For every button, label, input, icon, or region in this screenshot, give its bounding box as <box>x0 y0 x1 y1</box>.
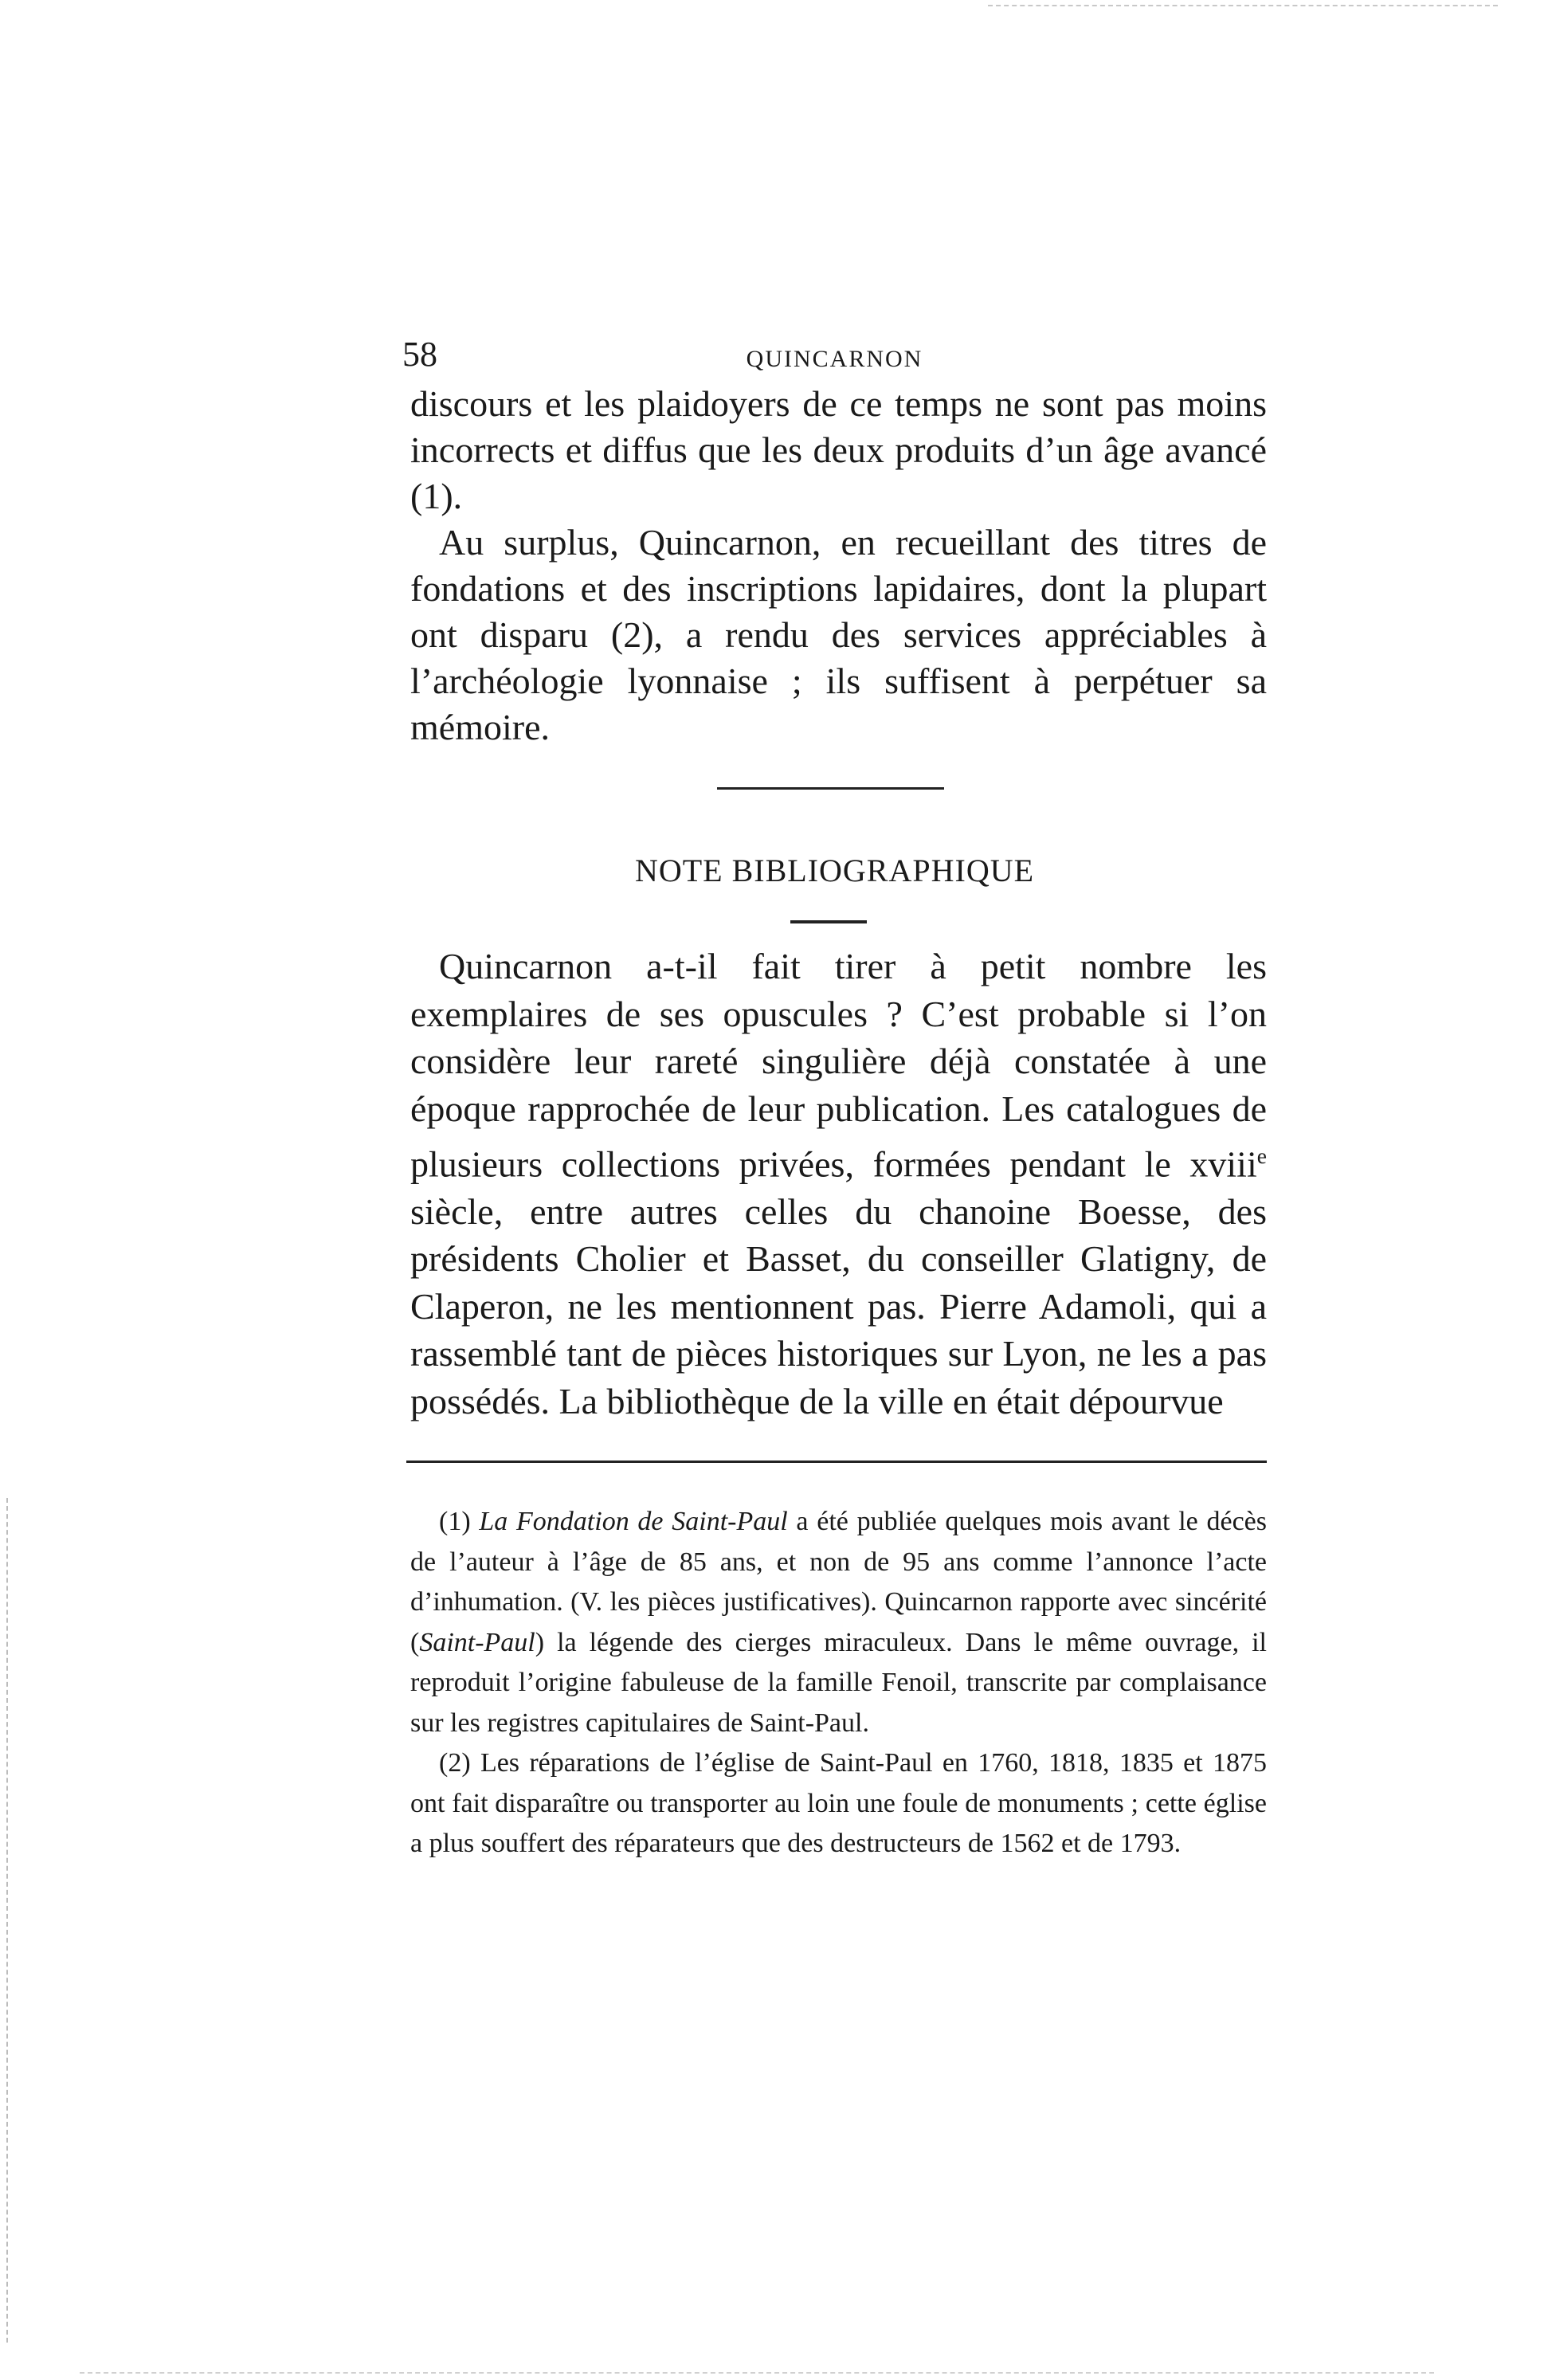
scan-edge-bottom <box>80 2372 1434 2374</box>
page-number: 58 <box>402 335 437 374</box>
footnote-1-marker: (1) <box>439 1507 471 1536</box>
footnote-separator <box>406 1461 1267 1463</box>
paragraph-surplus: Au surplus, Quincarnon, en recueillant des titres de fondations et des inscriptions lapidaires, dont la plupart ont disparu (2), a rendu des services appréciables à l’archéologie lyonnaise ; ils suffisent à perpétuer sa mémoire. <box>410 522 1267 747</box>
paragraph-bibliography <box>410 943 1267 1425</box>
footnote-2: (2) Les réparations de l’église de Saint-Paul en 1760, 1818, 1835 et 1875 ont fait disparaître ou transporter au loin une foule de monuments ; cette église a plus souffert des réparateurs que des destructeurs de 1562 et de 1793. <box>410 1748 1267 1858</box>
section-divider <box>717 787 944 790</box>
body-paragraph-bibliography <box>410 943 1267 1425</box>
running-head-title: QUINCARNON <box>746 346 923 372</box>
bibliography-text-a: Quincarnon a-t-il fait tirer à petit nombre les exemplaires de ses opuscules ? C’est probable si l’on considère leur rareté singulière déjà constatée à une époque rapprochée de leur publication. Les catalogues de plusieurs collections privées, formées pendant le xviii <box>410 946 1267 1185</box>
section-heading: NOTE BIBLIOGRAPHIQUE <box>634 853 1035 888</box>
century-superscript: e <box>1256 1143 1267 1168</box>
footnote-1-title: La Fondation de Saint-Paul <box>479 1507 788 1536</box>
scan-edge-top <box>988 5 1498 6</box>
scan-edge-left <box>6 1498 8 2343</box>
footnote-1 <box>410 1502 1267 1743</box>
footnote-1-text-b: ) la légende des cierges miraculeux. Dans le même ouvrage, il reproduit l’origine fabuleuse de la famille Fenoil, transcrite par complaisance sur les registres capitulaires de Saint-Paul. <box>410 1627 1267 1738</box>
footnotes <box>410 1502 1267 1864</box>
bibliography-text-b: siècle, entre autres celles du chanoine Boesse, des présidents Cholier et Basset, du conseiller Glatigny, de Claperon, ne les mentionnent pas. Pierre Adamoli, qui a rassemblé tant de pièces historiques sur Lyon, ne les a pas possédés. La bibliothèque de la ville en était dépourvue <box>410 1190 1267 1421</box>
heading-underline <box>790 920 867 923</box>
paragraph-continuation: discours et les plaidoyers de ce temps ne sont pas moins incorrects et diffus que les deux produits d’un âge avancé (1). <box>410 383 1267 516</box>
footnote-1-title-2: Saint-Paul <box>419 1627 535 1657</box>
footnote-1-text-a: a été publiée quelques mois avant le décès de l’auteur à l’âge de 85 ans, et non de 95 ans comme l’annonce l’acte d’inhumation. (V. les pièces justificatives). Quincarnon rapporte avec sincérité ( <box>410 1507 1267 1657</box>
running-head <box>402 331 1267 378</box>
body-paragraphs-top <box>410 381 1267 751</box>
